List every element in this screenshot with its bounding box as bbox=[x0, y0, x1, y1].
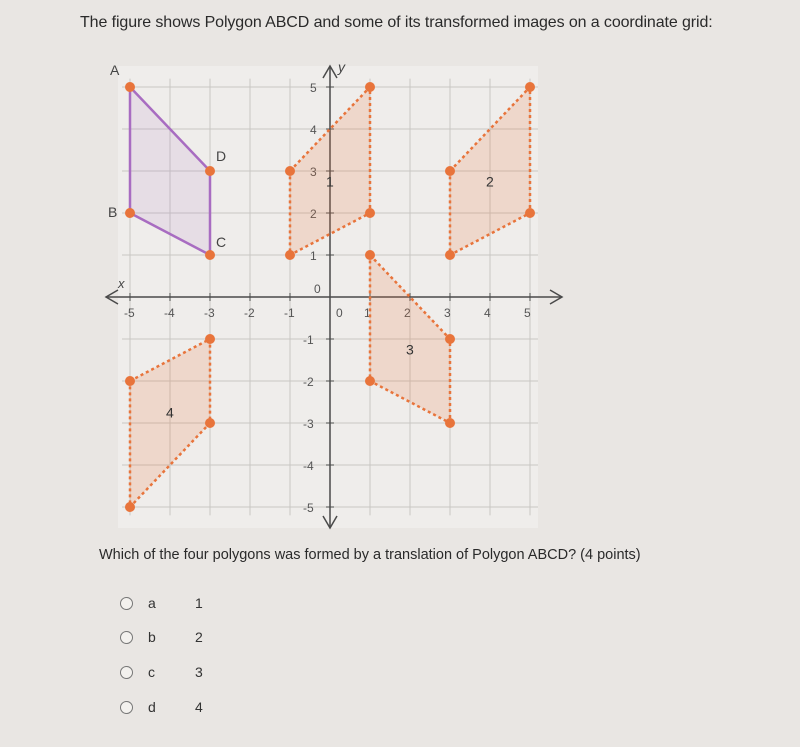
choice-letter: d bbox=[148, 699, 156, 715]
x-tick-label: -5 bbox=[124, 306, 135, 320]
choice-letter: c bbox=[148, 664, 155, 680]
polygon-1-vertex bbox=[365, 82, 375, 92]
x-tick-label: 1 bbox=[364, 306, 371, 320]
y-tick-label: -5 bbox=[303, 501, 314, 515]
polygon-3-vertex bbox=[445, 334, 455, 344]
choice-a[interactable] bbox=[120, 592, 203, 614]
y-tick-label: 1 bbox=[310, 249, 317, 263]
x-tick-label: -1 bbox=[284, 306, 295, 320]
polygon-2-vertex bbox=[445, 250, 455, 260]
vertex-label-C: C bbox=[216, 234, 227, 250]
polygon-3-vertex bbox=[445, 418, 455, 428]
polygon-3-vertex bbox=[365, 250, 375, 260]
radio-button[interactable] bbox=[120, 666, 133, 679]
x-tick-label: -2 bbox=[244, 306, 255, 320]
y-tick-label: -1 bbox=[303, 333, 314, 347]
polygon-1-vertex bbox=[285, 166, 295, 176]
y-tick-label: -4 bbox=[303, 459, 314, 473]
polygon-4-label: 4 bbox=[166, 404, 174, 421]
polygon-2-label: 2 bbox=[486, 173, 494, 190]
question-prompt: Which of the four polygons was formed by a translation of Polygon ABCD? (4 points) bbox=[99, 547, 641, 563]
x-tick-label: 2 bbox=[404, 306, 411, 320]
radio-button[interactable] bbox=[120, 701, 133, 714]
vertex-label-B: B bbox=[108, 204, 118, 220]
choice-letter: b bbox=[148, 629, 156, 645]
polygon-4-vertex bbox=[205, 334, 215, 344]
polygon-4-vertex bbox=[125, 376, 135, 386]
y-tick-label: -2 bbox=[303, 375, 314, 389]
y-tick-label: -3 bbox=[303, 417, 314, 431]
vertex-label-A: A bbox=[110, 62, 120, 78]
polygon-4-vertex bbox=[125, 502, 135, 512]
choice-d[interactable] bbox=[120, 696, 203, 718]
choice-letter: a bbox=[148, 595, 156, 611]
radio-button[interactable] bbox=[120, 631, 133, 644]
question-title: The figure shows Polygon ABCD and some of its transformed images on a coordinate grid: bbox=[80, 14, 713, 31]
x-tick-label: -3 bbox=[204, 306, 215, 320]
x-tick-label: 4 bbox=[484, 306, 491, 320]
y-tick-label: 2 bbox=[310, 207, 317, 221]
vertex-D bbox=[205, 166, 215, 176]
vertex-C bbox=[205, 250, 215, 260]
polygon-3-vertex bbox=[365, 376, 375, 386]
polygon-4-vertex bbox=[205, 418, 215, 428]
x-tick-label: 0 bbox=[336, 306, 343, 320]
vertex-label-D: D bbox=[216, 148, 227, 164]
polygon-1-label: 1 bbox=[326, 173, 334, 190]
choice-value: 4 bbox=[195, 699, 203, 715]
y-tick-label: 3 bbox=[310, 165, 317, 179]
vertex-B bbox=[125, 208, 135, 218]
y-tick-label: 0 bbox=[314, 282, 321, 296]
polygon-1-vertex bbox=[365, 208, 375, 218]
polygon-2-vertex bbox=[525, 208, 535, 218]
choice-value: 3 bbox=[195, 664, 203, 680]
choice-value: 2 bbox=[195, 629, 203, 645]
y-tick-label: 4 bbox=[310, 123, 317, 137]
vertex-A bbox=[125, 82, 135, 92]
y-tick-label: 5 bbox=[310, 81, 317, 95]
x-tick-label: -4 bbox=[164, 306, 175, 320]
choice-b[interactable] bbox=[120, 626, 203, 648]
choice-c[interactable] bbox=[120, 661, 203, 683]
polygon-1-vertex bbox=[285, 250, 295, 260]
x-axis-label: x bbox=[118, 276, 125, 291]
polygon-3-label: 3 bbox=[406, 341, 414, 358]
radio-button[interactable] bbox=[120, 597, 133, 610]
choice-value: 1 bbox=[195, 595, 203, 611]
x-tick-label: 3 bbox=[444, 306, 451, 320]
x-tick-label: 5 bbox=[524, 306, 531, 320]
polygon-2-vertex bbox=[445, 166, 455, 176]
polygon-2-vertex bbox=[525, 82, 535, 92]
y-axis-label: y bbox=[338, 59, 345, 75]
